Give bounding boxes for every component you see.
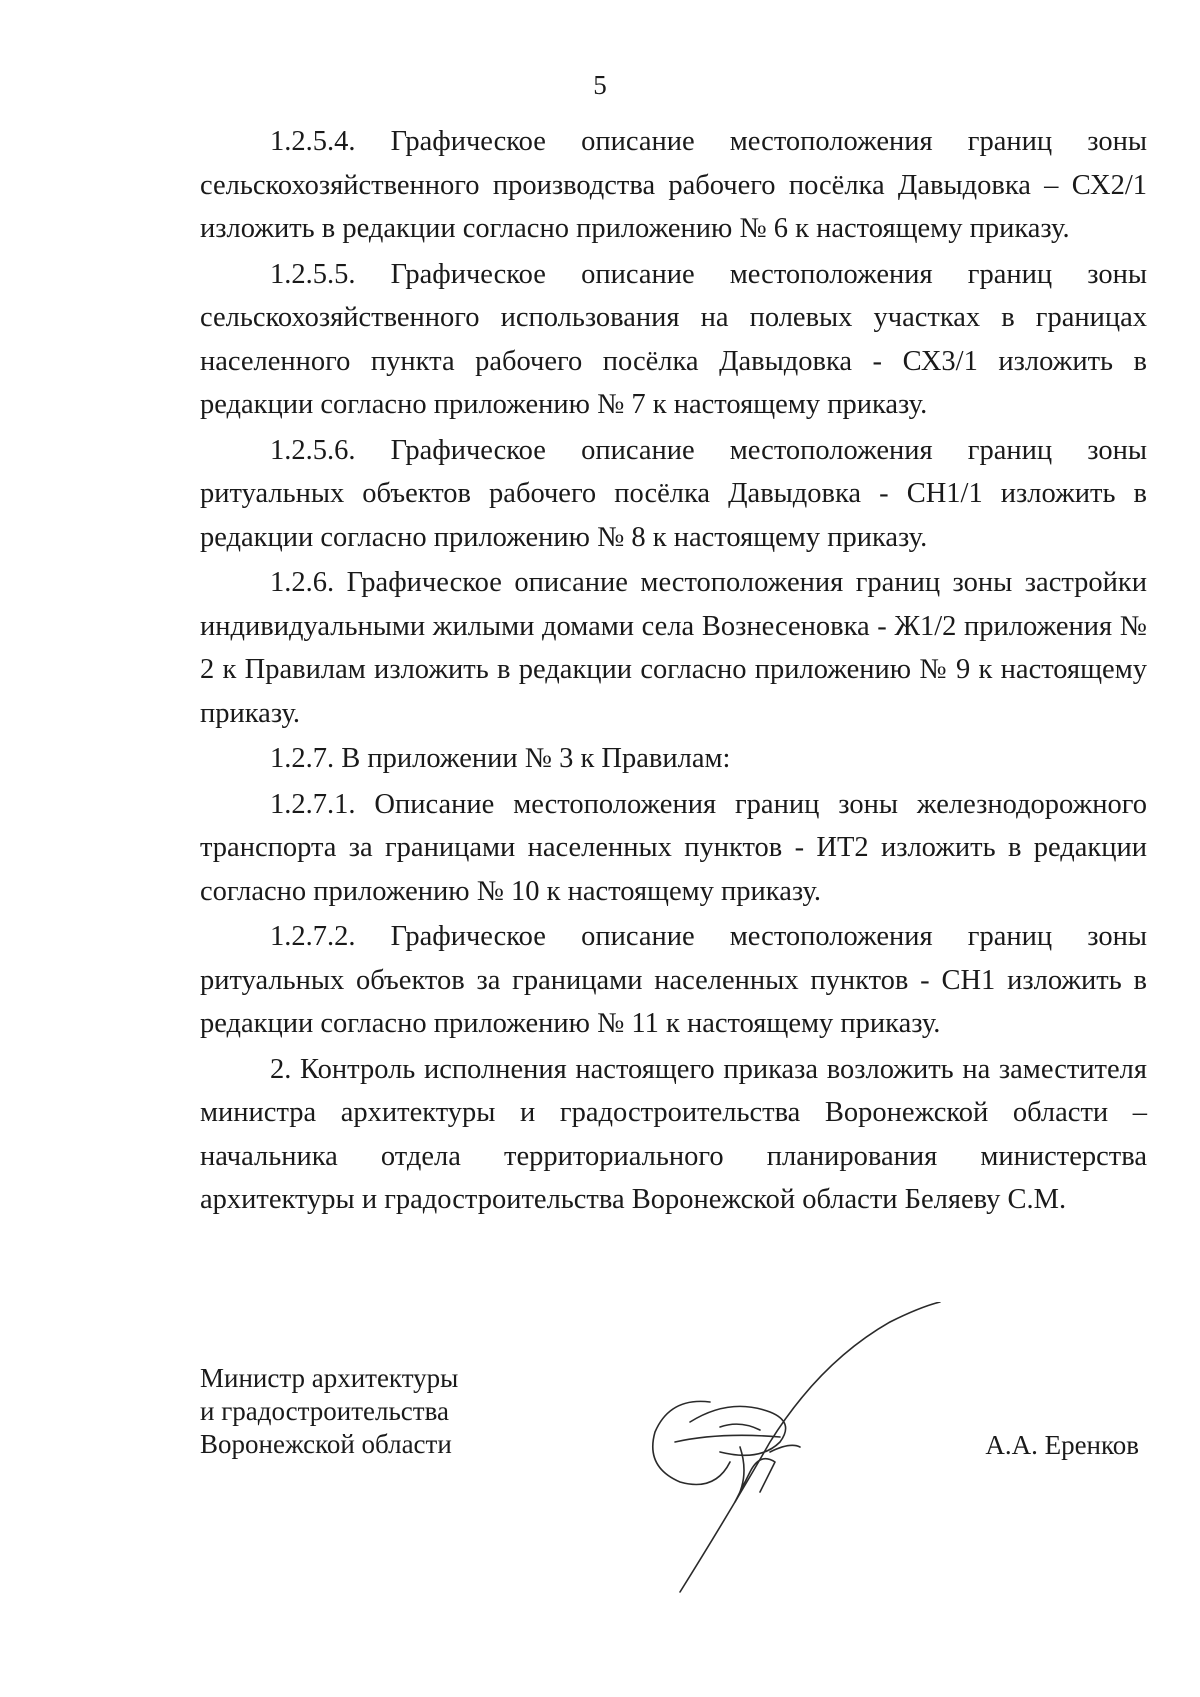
- paragraph-1-2-7-1: 1.2.7.1. Описание местоположения границ зоны железнодорожного транспорта за границами населенных пунктов - ИТ2 изложить в редакции согласно приложению № 10 к настоящему приказу.: [200, 788, 1147, 907]
- paragraph-1-2-5-6: 1.2.5.6. Графическое описание местоположения границ зоны ритуальных объектов рабочего посёлка Давыдовка - СН1/1 изложить в редакции согласно приложению № 8 к настоящему приказу.: [200, 434, 1147, 553]
- paragraph-1-2-5-4: 1.2.5.4. Графическое описание местоположения границ зоны сельскохозяйственного производства рабочего посёлка Давыдовка – СХ2/1 изложить в редакции согласно приложению № 6 к настоящему приказу.: [200, 126, 1147, 244]
- signatory-position-line: и градостроительства: [200, 1396, 449, 1426]
- signatory-position-line: Министр архитектуры: [200, 1363, 459, 1393]
- signatory-position-line: Воронежской области: [200, 1429, 452, 1459]
- signature-block: [200, 1362, 1147, 1562]
- paragraph-2-control: 2. Контроль исполнения настоящего приказа возложить на заместителя министра архитектуры и градостроительства Воронежской области – начальника отдела территориального планирования министерства архитектуры и градостроительства Воронежской области Беляеву С.М.: [200, 1053, 1147, 1215]
- page-number: 5: [593, 70, 607, 100]
- paragraph-1-2-5-5: 1.2.5.5. Графическое описание местоположения границ зоны сельскохозяйственного использования на полевых участках в границах населенного пункта рабочего посёлка Давыдовка - СХ3/1 изложить в редакции согласно приложению № 7 к настоящему приказу.: [200, 258, 1147, 420]
- paragraph-1-2-7-2: 1.2.7.2. Графическое описание местоположения границ зоны ритуальных объектов за границами населенных пунктов - СН1 изложить в редакции согласно приложению № 11 к настоящему приказу.: [200, 921, 1147, 1039]
- signatory-name: А.А. Еренков: [985, 1430, 1139, 1460]
- paragraph-1-2-6: 1.2.6. Графическое описание местоположения границ зоны застройки индивидуальными жилыми домами села Вознесеновка - Ж1/2 приложения № 2 к Правилам изложить в редакции согласно приложению № 9 к настоящему приказу.: [200, 567, 1147, 729]
- paragraph-1-2-7: 1.2.7. В приложении № 3 к Правилам:: [270, 743, 731, 774]
- document-body: [200, 120, 1147, 1224]
- handwritten-signature: [620, 1302, 950, 1602]
